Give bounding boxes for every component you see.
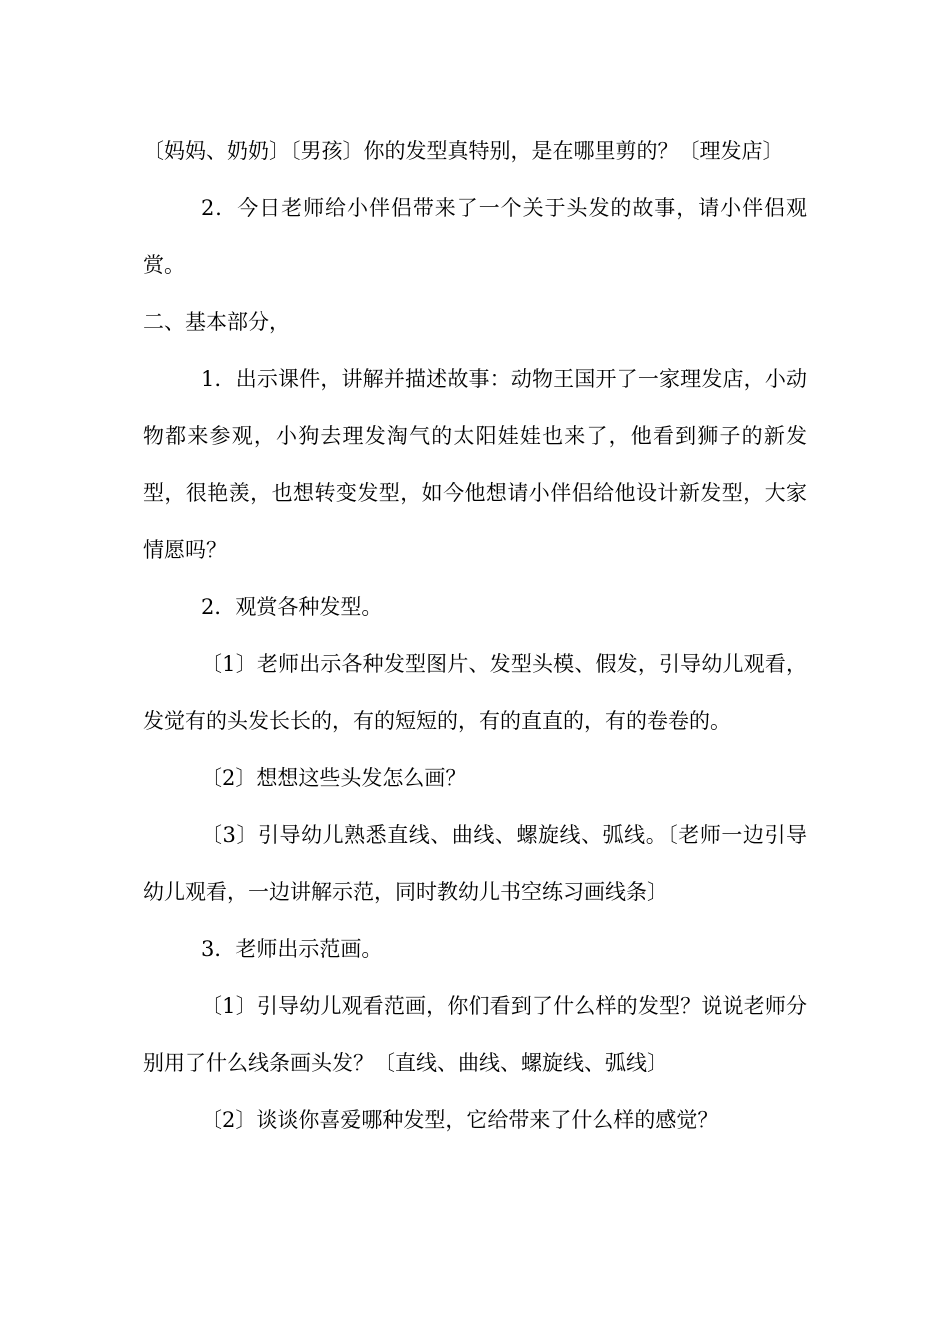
paragraph-show-pictures: 〔1〕老师出示各种发型图片、发型头模、假发，引导幼儿观看，发觉有的头发长长的，有的短短的，有的直直的，有的卷卷的。: [143, 652, 807, 733]
paragraph-how-to-draw: 〔2〕想想这些头发怎么画？: [201, 766, 467, 790]
paragraph-favorite-hairstyle: 〔2〕谈谈你喜爱哪种发型，它给带来了什么样的感觉？: [201, 1108, 719, 1132]
paragraph-intro-dialogue: 〔妈妈、奶奶〕〔男孩〕你的发型真特别，是在哪里剪的？〔理发店〕: [143, 139, 784, 163]
paragraph-story-intro: 2．今日老师给小伴侣带来了一个关于头发的故事，请小伴侣观赏。: [143, 196, 807, 277]
paragraph-observe-drawing: 〔1〕引导幼儿观看范画，你们看到了什么样的发型？说说老师分别用了什么线条画头发？〔直线、曲线、螺旋线、弧线〕: [143, 994, 807, 1075]
paragraph-courseware-story: 1．出示课件，讲解并描述故事：动物王国开了一家理发店，小动物都来参观，小狗去理发淘气的太阳娃娃也来了，他看到狮子的新发型，很艳羡，也想转变发型，如今他想请小伴侣给他设计新发型，大家情愿吗？: [143, 367, 807, 562]
paragraph-line-types: 〔3〕引导幼儿熟悉直线、曲线、螺旋线、弧线。〔老师一边引导幼儿观看，一边讲解示范，同时教幼儿书空练习画线条〕: [143, 823, 807, 904]
document-page: [143, 123, 807, 1149]
paragraph-model-drawing: 3．老师出示范画。: [201, 937, 383, 961]
section-heading-basic-part: 二、基本部分，: [143, 310, 290, 334]
paragraph-view-hairstyles: 2．观赏各种发型。: [201, 595, 383, 619]
